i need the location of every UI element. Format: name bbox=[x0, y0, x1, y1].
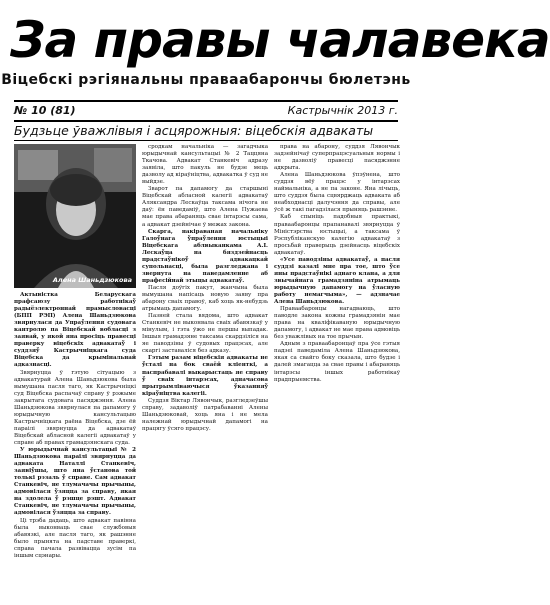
article-body bbox=[14, 144, 400, 600]
paragraph: Актывістка Беларускага прафсаюзу работнікаў радыёэлектроннай прамысловасці (БПП РЭП) Алена Шаньдзюкова звярнулася да Упраўлення судовага кантролю па Віцебскай вобласці з заявай, у якой яна просіць правесці праверку віцебскіх адвакатаў і суддзяў Кастрычніцкага суда Віцебска да крымінальнай адказнасці. bbox=[14, 292, 136, 369]
paragraph: Скарга, накіраваная начальніку Галоўнага ўпраўлення юстыцыі Віцебскага аблвыканкама А.І. Лескаўца на бяздзейнасць прадстаўнікоў адвакацкай супольнасці, была разгледжана і звернута на паведамленне аб прафесійнай этыцы адвакатаў. bbox=[142, 228, 268, 284]
article-column-2 bbox=[142, 144, 268, 600]
column-1-text bbox=[14, 292, 136, 600]
paragraph: Алена Шаньдзюкова ўпэўнена, што суддзя вёў працэс у інтарэсах наймальніка, а не па законе. Яна лічыць, што суддзя была сцвярджаць адваката аб неабходнасці далучэння да справы, але ўсё ж такі пагадзілася прыняць рашэнне. bbox=[274, 172, 400, 214]
masthead bbox=[0, 0, 550, 146]
paragraph: Пазней стала вядома, што адвакат Станкевіч не выконвала сваіх абавязкаў у мінулым, і гэта ўжо не першы выпадак. Іншыя грамадзяне таксама скардзіліся на яе паводзіны ў судовых працэсах, але скаргі заставаліся без адказу. bbox=[142, 313, 268, 355]
paragraph: У юрыдычнай кансультацыі № 2 Шаньдзюкова параілі звярнуцца да адваката Наталлі Станкевіч, заявіўшы, што яна ўстанова той толькі рэзаль ў справе. Сам адвакат Станкевіч, не тлумачачы прычыны, адмовілася ўзяцца за справу, якая на здолела ў рэшце рэшт. Адвакат Станкевіч, не тлумачачы прычыны, адмовілася ўзяцца за справу. bbox=[14, 447, 136, 517]
newsletter-title: За правы чалавека bbox=[10, 11, 550, 69]
paragraph: права на абарону, суддзя Лявончык задзейнічаў суперпрацэсуальныя нормы і не дазволіў правесці пасяджэнне адкрыта. bbox=[274, 144, 400, 172]
paragraph: Гэтым разам віцебскія адвакаты не ўсталі на бок сваёй кліенткі, а паспрабавалі выкарыстаць яе справу ў сваіх інтарэсах, адначасова прытрымліваючыся ўказанняў кіраўніцтва калегіі. bbox=[142, 355, 268, 397]
paragraph: Пасля доўгіх пакут, жанчына была вымушана напісаць новую заяву пра абарону сваіх правоў, каб хоць як-небудзь атрымаць дапамогу. bbox=[142, 284, 268, 313]
paragraph: Ці трэба дадаць, што адвакат павінна была выконваць свае службовыя абавязкі, але пасля таго, як рашэнне было прынята на падставе праверкі, справа пачала развівацца зусім па іншым сцэнары. bbox=[14, 517, 136, 559]
paragraph: Суддзя Віктар Лявончык, разгледзеўшы справу, задаволіў патрабаванні Алены Шаньдзюковай, хоць яна і не мела належнай юрыдычнай дапамогі на працягу ўсяго працэсу. bbox=[142, 397, 268, 432]
paragraph: Праваабаронцы нагадваюць, што паводле закона кожны грамадзянін мае права на кваліфікаваную юрыдычную дапамогу, і адвакат не мае права адмовіць без уважлівых на тое прычын. bbox=[274, 306, 400, 341]
article-column-3 bbox=[274, 144, 400, 600]
portrait-image bbox=[14, 144, 136, 288]
article-headline: Будзьце ўважлівыя і асцярожныя: віцебскія адвакаты bbox=[14, 122, 398, 141]
issue-bar bbox=[14, 100, 398, 122]
paragraph: сродкам начальніка — загадчыка юрыдычнай кансультацыі № 2 Таццяна Ткачова. Адвакат Станкевіч адразу заявіла, што пакуль не будзе мець дазволу ад кіраўніцтва, адвакатка ў суд не выйдзе. bbox=[142, 144, 268, 186]
photo-caption: Алена Шаньдзюкова bbox=[52, 275, 132, 284]
issue-date: Кастрычнік 2013 г. bbox=[287, 104, 398, 117]
paragraph: Зварот па дапамогу да старшыні Віцебскай абласной калегіі адвакатаў Аляксандра Лескаўца таксама нічога не даў: ён паведаміў, што Алена Пужаева мае права абараняць свае інтарэсы сама, а адвакат дзейнічае ў межах закона. bbox=[142, 186, 268, 228]
paragraph: Адным з праваабаронцаў пра ўсе гэтыя падзеі паведаміла Алена Шаньдзюкова, якая са свайго боку сказала, што будзе і далей змагацца за свае правы і абараняць інтарэсы іншых работнікаў прадпрыемства. bbox=[274, 341, 400, 383]
issue-number: № 10 (81) bbox=[14, 104, 76, 117]
portrait-photo bbox=[14, 144, 136, 288]
paragraph: «Усе паводзіны адвакатаў, а пасля суддзі казалі мне пра тое, што ўсе яны прадстаўнікі аднаго клана, а для звычайнага грамадзяніна атрымаць юрыдычную дапамогу на ўласную работу немагчыма», — адзначае Алена Шаньдзюкова. bbox=[274, 256, 400, 306]
article-column-1 bbox=[14, 144, 136, 600]
paragraph: Каб спыніць падобныя практыкі, праваабаронцы прапанавалі звярнуцца ў Міністэрства юстыцыі, а таксама ў Рэспубліканскую калегію адвакатаў з просьбай праверыць дзейнасць віцебскіх адвакатаў. bbox=[274, 214, 400, 256]
newsletter-subtitle: Віцебскі рэгіянальны праваабарончы бюлетэнь bbox=[1, 72, 411, 88]
paragraph: Звярнуцца ў гэтую сітуацыю з адвакатурай Алена Шаньдзюкова была вымушана пасля таго, як Кастрычніцкі суд Віцебска распачаў справу ў рэжыме закрытага судовага пасяджэння. Алена Шаньдзюкова звярнулася па дапамогу ў юрыдычную кансультацыю Кастрычніцкага раёна Віцебска, дзе ёй параілі звярнуцца да адвакатаў Віцебскай абласной калегіі адвакатаў у справе аб правах грамадзянскага суда. bbox=[14, 369, 136, 446]
